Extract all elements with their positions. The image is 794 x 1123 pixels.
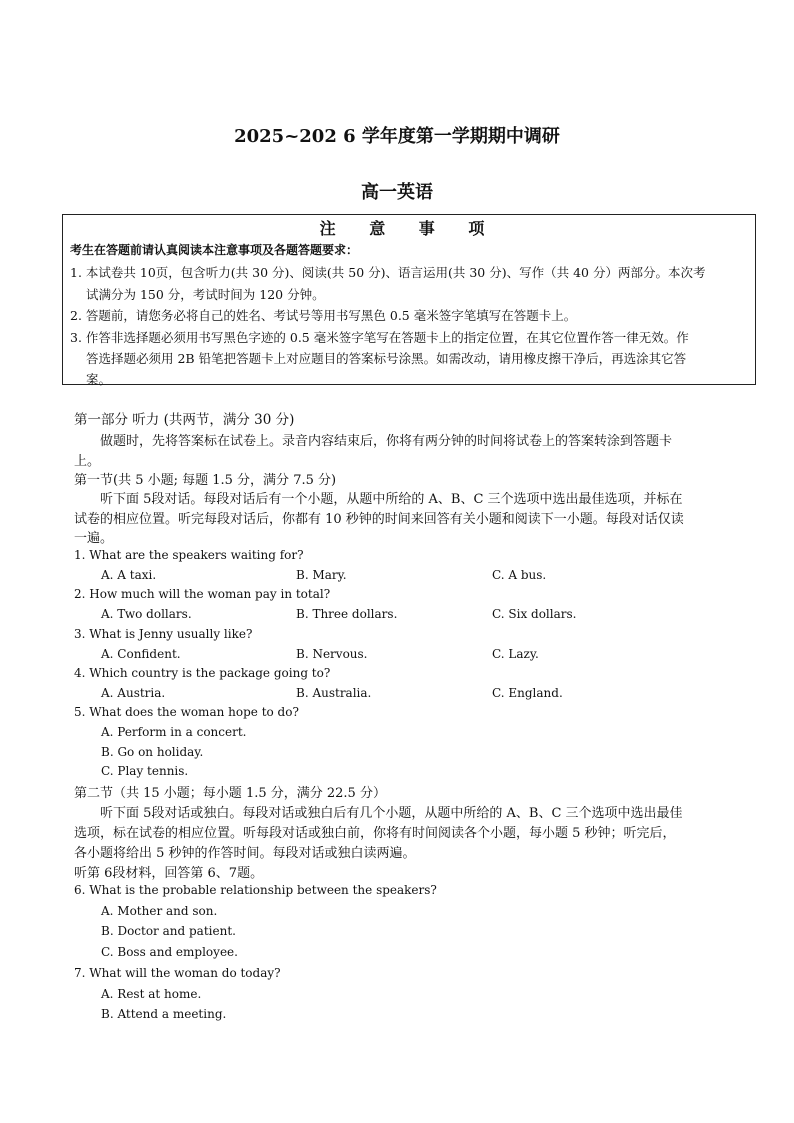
exam-title: 2025~202 6 学年度第一学期期中调研: [234, 126, 560, 147]
section2-heading: 第二节（共 15 小题；每小题 1.5 分，满分 22.5 分）: [74, 786, 386, 801]
question-4-option-c: C. England.: [492, 686, 563, 700]
notice-item-3: 3. 作答非选择题必须用书写黑色字迹的 0.5 毫米签字笔写在答题卡上的指定位置，在其它位置作答一律无效。作: [70, 330, 689, 345]
question-2-option-a: A. Two dollars.: [101, 607, 192, 621]
notice-title: 注 意 事 项: [319, 219, 499, 238]
question-5-option-b: B. Go on holiday.: [101, 745, 204, 759]
question-4-option-b: B. Australia.: [296, 686, 372, 700]
question-1: 1. What are the speakers waiting for?: [74, 548, 304, 562]
section2-instructions-cont2: 各小题将给出 5 秒钟的作答时间。每段对话或独白读两遍。: [74, 846, 416, 861]
question-3-option-a: A. Confident.: [101, 647, 181, 661]
exam-subject: 高一英语: [361, 182, 433, 203]
question-4-option-a: A. Austria.: [101, 686, 166, 700]
question-2: 2. How much will the woman pay in total?: [74, 587, 331, 601]
question-1-option-c: C. A bus.: [492, 568, 547, 582]
question-2-option-b: B. Three dollars.: [296, 607, 398, 621]
question-5-option-a: A. Perform in a concert.: [101, 725, 247, 739]
section1-heading: 第一节(共 5 小题; 每题 1.5 分，满分 7.5 分): [74, 473, 337, 488]
question-6-option-a: A. Mother and son.: [101, 904, 218, 918]
part1-heading: 第一部分 听力 (共两节，满分 30 分): [74, 412, 295, 428]
section2-instructions: 听下面 5段对话或独白。每段对话或独白后有几个小题，从题中所给的 A、B、C 三个选项中选出最佳: [100, 806, 683, 821]
notice-item-1-cont: 试满分为 150 分，考试时间为 120 分钟。: [86, 287, 325, 302]
question-1-option-a: A. A taxi.: [101, 568, 157, 582]
question-4: 4. Which country is the package going to?: [74, 666, 331, 680]
notice-intro: 考生在答题前请认真阅读本注意事项及各题答题要求：: [70, 243, 359, 257]
part1-intro: 做题时，先将答案标在试卷上。录音内容结束后，你将有两分钟的时间将试卷上的答案转涂到答题卡: [100, 434, 673, 449]
question-6-option-b: B. Doctor and patient.: [101, 924, 236, 938]
notice-item-3-cont2: 案。: [86, 372, 112, 387]
question-7: 7. What will the woman do today?: [74, 966, 281, 980]
question-3-option-c: C. Lazy.: [492, 647, 539, 661]
question-7-option-a: A. Rest at home.: [101, 987, 202, 1001]
question-3-option-b: B. Nervous.: [296, 647, 368, 661]
section1-instructions-cont: 试卷的相应位置。听完每段对话后，你都有 10 秒钟的时间来回答有关小题和阅读下一小题。每段对话仅读: [74, 512, 684, 527]
question-5: 5. What does the woman hope to do?: [74, 705, 299, 719]
notice-item-3-cont: 答选择题必须用 2B 铅笔把答题卡上对应题目的答案标号涂黑。如需改动，请用橡皮擦干净后，再选涂其它答: [86, 351, 687, 366]
question-7-option-b: B. Attend a meeting.: [101, 1007, 227, 1021]
section2-instructions-cont: 选项，标在试卷的相应位置。听每段对话或独白前，你将有时间阅读各个小题，每小题 5 秒钟；听完后，: [74, 826, 676, 841]
part1-intro-cont: 上。: [74, 454, 101, 469]
notice-item-2: 2. 答题前，请您务必将自己的姓名、考试号等用书写黑色 0.5 毫米签字笔填写在答题卡上。: [70, 308, 577, 323]
question-2-option-c: C. Six dollars.: [492, 607, 577, 621]
section1-instructions: 听下面 5段对话。每段对话后有一个小题，从题中所给的 A、B、C 三个选项中选出最佳选项，并标在: [100, 492, 683, 507]
section1-instructions-cont2: 一遍。: [74, 531, 114, 546]
question-6-option-c: C. Boss and employee.: [101, 945, 238, 959]
question-6: 6. What is the probable relationship between the speakers?: [74, 883, 437, 897]
question-5-option-c: C. Play tennis.: [101, 764, 189, 778]
section2-material: 听第 6段材料，回答第 6、7题。: [74, 866, 264, 881]
question-3: 3. What is Jenny usually like?: [74, 627, 253, 641]
notice-item-1: 1. 本试卷共 10页，包含听力(共 30 分)、阅读(共 50 分)、语言运用(共 30 分)、写作（共 40 分）两部分。本次考: [70, 265, 706, 280]
question-1-option-b: B. Mary.: [296, 568, 347, 582]
